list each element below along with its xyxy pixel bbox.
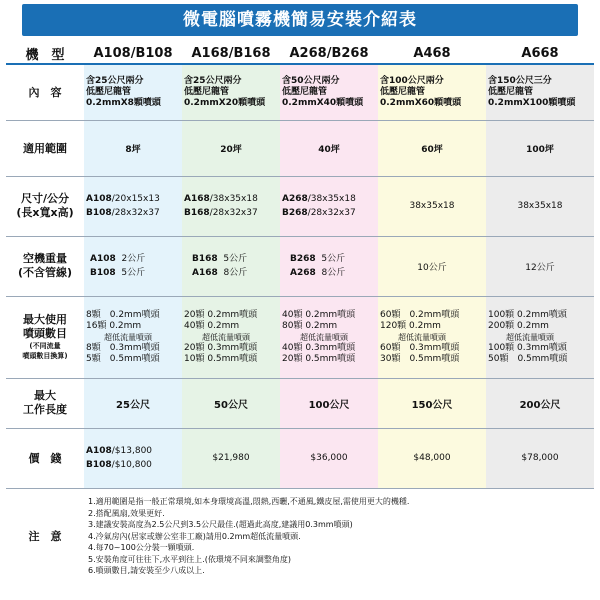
- length-cell: 150公尺: [378, 378, 486, 428]
- row-label: 價 錢: [6, 428, 84, 488]
- spec-table: [6, 44, 594, 584]
- size-cell: 38x35x18: [486, 176, 594, 236]
- contents-cell: 含150公尺三分 低壓尼龍管 0.2mmX100顆噴頭: [486, 64, 594, 120]
- price-cell: $21,980: [182, 428, 280, 488]
- size-row: [6, 176, 594, 236]
- nozzles-cell: 60顆 0.2mm噴頭 120顆 0.2mm 超低流量噴頭 60顆 0.3mm噴頭 30顆 0.5mm噴頭: [378, 296, 486, 378]
- range-cell: 20坪: [182, 120, 280, 176]
- size-cell: A168/38x35x18 B168/28x32x37: [182, 176, 280, 236]
- note-item: 4.冷氣房內(居家或辦公室非工廠)請用0.2mm超低流量噴頭.: [88, 531, 301, 541]
- length-cell: 100公尺: [280, 378, 378, 428]
- nozzles-row: [6, 296, 594, 378]
- row-label: 最大使用 噴頭數目 (不同流量 噴頭數目換算): [6, 296, 84, 378]
- range-cell: 100坪: [486, 120, 594, 176]
- row-label: 注 意: [28, 530, 62, 544]
- price-cell: $48,000: [378, 428, 486, 488]
- length-cell: 200公尺: [486, 378, 594, 428]
- price-cell: A108/$13,800 B108/$10,800: [84, 428, 182, 488]
- nozzles-cell: 100顆 0.2mm噴頭 200顆 0.2mm 超低流量噴頭 100顆 0.3mm噴頭 50顆 0.5mm噴頭: [486, 296, 594, 378]
- note-item: 1.適用範圍是指一般正常環境,如本身環境高溫,悶熱,西曬,不通風,鐵皮屋,需使用更大的機種.: [88, 497, 410, 506]
- range-cell: 8坪: [84, 120, 182, 176]
- nozzles-cell: 40顆 0.2mm噴頭 80顆 0.2mm 超低流量噴頭 40顆 0.3mm噴頭 20顆 0.5mm噴頭: [280, 296, 378, 378]
- header-label: 機 型: [6, 44, 84, 64]
- note-item: 2.搭配風扇,效果更好.: [88, 508, 165, 518]
- row-label: 內 容: [6, 64, 84, 120]
- weight-cell: B268 5公斤 A268 8公斤: [280, 236, 378, 296]
- row-label: 適用範圍: [6, 120, 84, 176]
- weight-cell: B168 5公斤 A168 8公斤: [182, 236, 280, 296]
- contents-cell: 含25公尺兩分 低壓尼龍管 0.2mmX8顆噴頭: [84, 64, 182, 120]
- contents-cell: 含100公尺兩分 低壓尼龍管 0.2mmX60顆噴頭: [378, 64, 486, 120]
- row-label: 最大 工作長度: [6, 378, 84, 428]
- notes-cell: [84, 488, 594, 584]
- size-cell: A268/38x35x18 B268/28x32x37: [280, 176, 378, 236]
- length-cell: 50公尺: [182, 378, 280, 428]
- model-header: A468: [378, 44, 486, 64]
- weight-cell: 10公斤: [378, 236, 486, 296]
- model-header: A168/B168: [182, 44, 280, 64]
- model-header: A668: [486, 44, 594, 64]
- row-label: 尺寸/公分 (長x寬x高): [6, 176, 84, 236]
- page-title: 微電腦噴霧機簡易安裝介紹表: [22, 4, 578, 36]
- weight-cell: 12公斤: [486, 236, 594, 296]
- weight-cell: A108 2公斤 B108 5公斤: [84, 236, 182, 296]
- price-cell: $78,000: [486, 428, 594, 488]
- note-item: 6.噴頭數目,請安裝至少八成以上.: [88, 566, 205, 575]
- weight-row: [6, 236, 594, 296]
- model-header: A268/B268: [280, 44, 378, 64]
- length-cell: 25公尺: [84, 378, 182, 428]
- range-row: [6, 120, 594, 176]
- nozzles-cell: 20顆 0.2mm噴頭 40顆 0.2mm 超低流量噴頭 20顆 0.3mm噴頭 10顆 0.5mm噴頭: [182, 296, 280, 378]
- price-row: [6, 428, 594, 488]
- price-cell: $36,000: [280, 428, 378, 488]
- range-cell: 40坪: [280, 120, 378, 176]
- notes-row: [6, 488, 594, 584]
- size-cell: 38x35x18: [378, 176, 486, 236]
- note-item: 5.安裝角度可往往下,水平到往上.(依環境不同來調整角度): [88, 554, 291, 564]
- nozzles-cell: 8顆 0.2mm噴頭 16顆 0.2mm 超低流量噴頭 8顆 0.3mm噴頭 5顆 0.5mm噴頭: [84, 296, 182, 378]
- contents-cell: 含25公尺兩分 低壓尼龍管 0.2mmX20顆噴頭: [182, 64, 280, 120]
- model-header: A108/B108: [84, 44, 182, 64]
- contents-cell: 含50公尺兩分 低壓尼龍管 0.2mmX40顆噴頭: [280, 64, 378, 120]
- note-item: 3.建議安裝高度為2.5公尺到3.5公尺最佳.(超過此高度,建議用0.3mm噴頭): [88, 520, 353, 529]
- header-row: [6, 44, 594, 64]
- length-row: [6, 378, 594, 428]
- row-label: 空機重量 (不含管線): [6, 236, 84, 296]
- note-item: 4.每70~100公分裝一顆噴頭.: [88, 543, 195, 552]
- range-cell: 60坪: [378, 120, 486, 176]
- size-cell: A108/20x15x13 B108/28x32x37: [84, 176, 182, 236]
- contents-row: [6, 64, 594, 120]
